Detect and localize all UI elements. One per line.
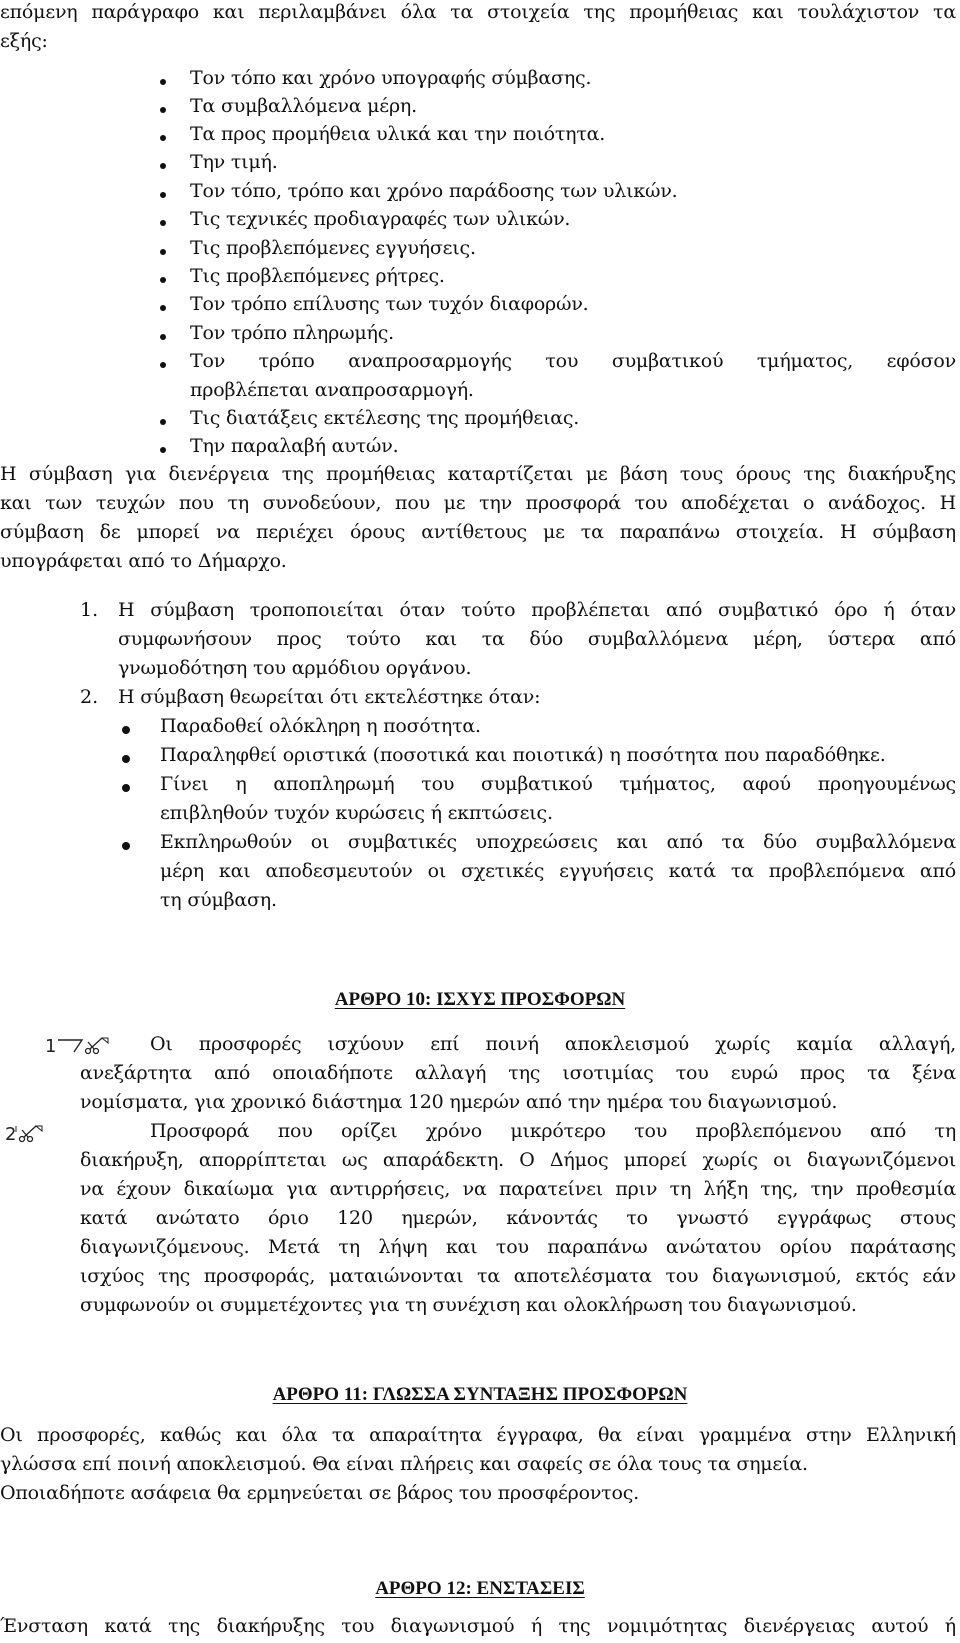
contract-paragraph-line: και των τευχών που τη συνοδεύουν, που με την προσφορά του αποδέχεται ο ανάδοχος. Η xyxy=(0,492,956,514)
intro-line: επόμενη παράγραφο και περιλαμβάνει όλα τα στοιχεία της προμήθειας και τουλάχιστον τα xyxy=(0,1,956,23)
article-12-heading xyxy=(0,1574,960,1603)
article-heading-text: ΑΡΘΡΟ 11: ΓΛΩΣΣΑ ΣΥΝΤΑΞΗΣ ΠΡΟΣΦΟΡΩΝ xyxy=(272,1384,688,1405)
numbered-item-line: Η σύμβαση θεωρείται ότι εκτελέστηκε όταν: xyxy=(118,686,541,708)
list-item: Τον τόπο και χρόνο υπογραφής σύμβασης. xyxy=(190,67,592,89)
bullet-icon xyxy=(160,220,166,226)
article-10-paragraph-line: ισχύος της προσφοράς, ματαιώνονται τα αποτελέσματα του διαγωνισμού, εκτός εάν xyxy=(80,1265,956,1287)
article-10-paragraph-line: κατά ανώτατο όριο 120 ημερών, κάνοντάς το γνωστό εγγράφως στους xyxy=(80,1207,956,1229)
list-item: Την τιμή. xyxy=(190,151,278,173)
bullet-icon xyxy=(160,419,166,425)
bullet-icon xyxy=(122,784,130,792)
list-item: Τα προς προμήθεια υλικά και την ποιότητα. xyxy=(190,123,606,145)
article-11-paragraph-line: Οποιαδήποτε ασάφεια θα ερμηνεύεται σε βάρος του προσφέροντος. xyxy=(0,1482,639,1504)
bullet-icon xyxy=(122,842,130,850)
contract-paragraph-line: Η σύμβαση για διενέργεια της προμήθειας καταρτίζεται με βάση τους όρους της διακήρυξης xyxy=(0,463,956,485)
sub-list-item: Εκπληρωθούν οι συμβατικές υποχρεώσεις και από τα δύο συμβαλλόμενα xyxy=(160,831,956,853)
contract-paragraph-line: υπογράφεται από το Δήμαρχο. xyxy=(0,550,287,572)
article-11-heading xyxy=(0,1380,960,1409)
list-item: Τις προβλεπόμενες εγγυήσεις. xyxy=(190,237,476,259)
intro-line: εξής: xyxy=(0,30,48,52)
bullet-icon xyxy=(160,163,166,169)
sub-list-item: Παραληφθεί οριστικά (ποσοτικά και ποιοτικά) η ποσότητα που παραδόθηκε. xyxy=(160,744,886,766)
bullet-icon xyxy=(160,107,166,113)
bullet-icon xyxy=(160,192,166,198)
list-item: Τον τρόπο πληρωμής. xyxy=(190,322,394,344)
sub-list-item-continuation: επιβληθούν τυχόν κυρώσεις ή εκπτώσεις. xyxy=(160,802,553,824)
article-heading-text: ΑΡΘΡΟ 10: ΙΣΧΥΣ ΠΡΟΣΦΟΡΩΝ xyxy=(334,989,626,1010)
article-10-paragraph-line: διαγωνιζόμενους. Μετά τη λήψη και του παραπάνω ανώτατου ορίου παράτασης xyxy=(80,1236,956,1258)
list-item: Τις τεχνικές προδιαγραφές των υλικών. xyxy=(190,208,571,230)
numbered-item-line: Η σύμβαση τροποποιείται όταν τούτο προβλέπεται από συμβατικό όρο ή όταν xyxy=(118,599,956,621)
sub-list-item-continuation: τη σύμβαση. xyxy=(160,889,277,911)
article-10-paragraph-line: Οι προσφορές ισχύουν επί ποινή αποκλεισμού χωρίς καμία αλλαγή, xyxy=(150,1033,956,1055)
list-item-continuation: προβλέπεται αναπροσαρμογή. xyxy=(190,379,474,401)
bullet-icon xyxy=(160,362,166,368)
list-number: 2. xyxy=(80,686,99,708)
bullet-icon xyxy=(122,755,130,763)
contract-paragraph-line: σύμβαση δε μπορεί να περιέχει όρους αντίθετους με τα παραπάνω στοιχεία. Η σύμβαση xyxy=(0,521,956,543)
article-11-paragraph-line: Οι προσφορές, καθώς και όλα τα απαραίτητα έγγραφα, θα είναι γραμμένα στην Ελληνική xyxy=(0,1424,956,1446)
sub-list-item-continuation: μέρη και αποδεσμευτούν οι σχετικές εγγυήσεις κατά τα προβλεπόμενα από xyxy=(160,860,956,882)
bullet-icon xyxy=(160,135,166,141)
list-item: Τον τρόπο αναπροσαρμογής του συμβατικού τμήματος, εφόσον xyxy=(190,350,956,372)
article-10-paragraph-line: ανεξάρτητα από οποιαδήποτε αλλαγή της ισοτιμίας του ευρώ προς τα ξένα xyxy=(80,1062,956,1084)
svg-text:1: 1 xyxy=(45,1036,57,1056)
bullet-icon xyxy=(160,334,166,340)
svg-text:2: 2 xyxy=(5,1124,17,1144)
bullet-icon xyxy=(160,249,166,255)
list-number: 1. xyxy=(80,599,99,621)
list-item: Τις διατάξεις εκτέλεσης της προμήθειας. xyxy=(190,407,580,429)
bullet-icon xyxy=(160,79,166,85)
numbered-item-line: γνωμοδότηση του αρμόδιου οργάνου. xyxy=(118,657,472,679)
article-11-paragraph-line: γλώσσα επί ποινή αποκλεισμού. Θα είναι πλήρεις και σαφείς σε όλα τους τα σημεία. xyxy=(0,1453,808,1475)
numbered-scissors-icon xyxy=(44,1034,116,1056)
numbered-item-line: συμφωνήσουν προς τούτο και τα δύο συμβαλλόμενα μέρη, ύστερα από xyxy=(118,628,956,650)
list-item: Τα συμβαλλόμενα μέρη. xyxy=(190,95,417,117)
article-10-paragraph-line: Προσφορά που ορίζει χρόνο μικρότερο του προβλεπόμενου από τη xyxy=(150,1120,956,1142)
article-12-paragraph-line: Ένσταση κατά της διακήρυξης του διαγωνισμού ή της νομιμότητας διενέργειας αυτού ή xyxy=(0,1615,956,1637)
sub-list-item: Γίνει η αποπληρωμή του συμβατικού τμήματος, αφού προηγουμένως xyxy=(160,773,956,795)
bullet-icon xyxy=(122,726,130,734)
article-10-paragraph-line: συμφωνούν οι συμμετέχοντες για τη συνέχιση και ολοκλήρωση του διαγωνισμού. xyxy=(80,1294,857,1316)
article-heading-text: ΑΡΘΡΟ 12: ΕΝΣΤΑΣΕΙΣ xyxy=(375,1578,585,1599)
bullet-icon xyxy=(160,447,166,453)
list-item: Την παραλαβή αυτών. xyxy=(190,435,399,457)
article-10-heading xyxy=(0,985,960,1014)
list-item: Τον τόπο, τρόπο και χρόνο παράδοσης των υλικών. xyxy=(190,180,678,202)
article-10-paragraph-line: να έχουν δικαίωμα για αντιρρήσεις, να παρατείνει πριν τη λήξη της, την προθεσμία xyxy=(80,1178,956,1200)
sub-list-item: Παραδοθεί ολόκληρη η ποσότητα. xyxy=(160,715,481,737)
article-10-paragraph-line: διακήρυξη, απορρίπτεται ως απαράδεκτη. Ο Δήμος μπορεί χωρίς οι διαγωνιζόμενοι xyxy=(80,1149,956,1171)
list-item: Τις προβλεπόμενες ρήτρες. xyxy=(190,265,445,287)
bullet-icon xyxy=(160,277,166,283)
bullet-icon xyxy=(160,305,166,311)
numbered-scissors-icon xyxy=(4,1122,76,1144)
article-10-paragraph-line: νομίσματα, για χρονικό διάστημα 120 ημερών από την ημέρα του διαγωνισμού. xyxy=(80,1091,838,1113)
list-item: Τον τρόπο επίλυσης των τυχόν διαφορών. xyxy=(190,293,589,315)
